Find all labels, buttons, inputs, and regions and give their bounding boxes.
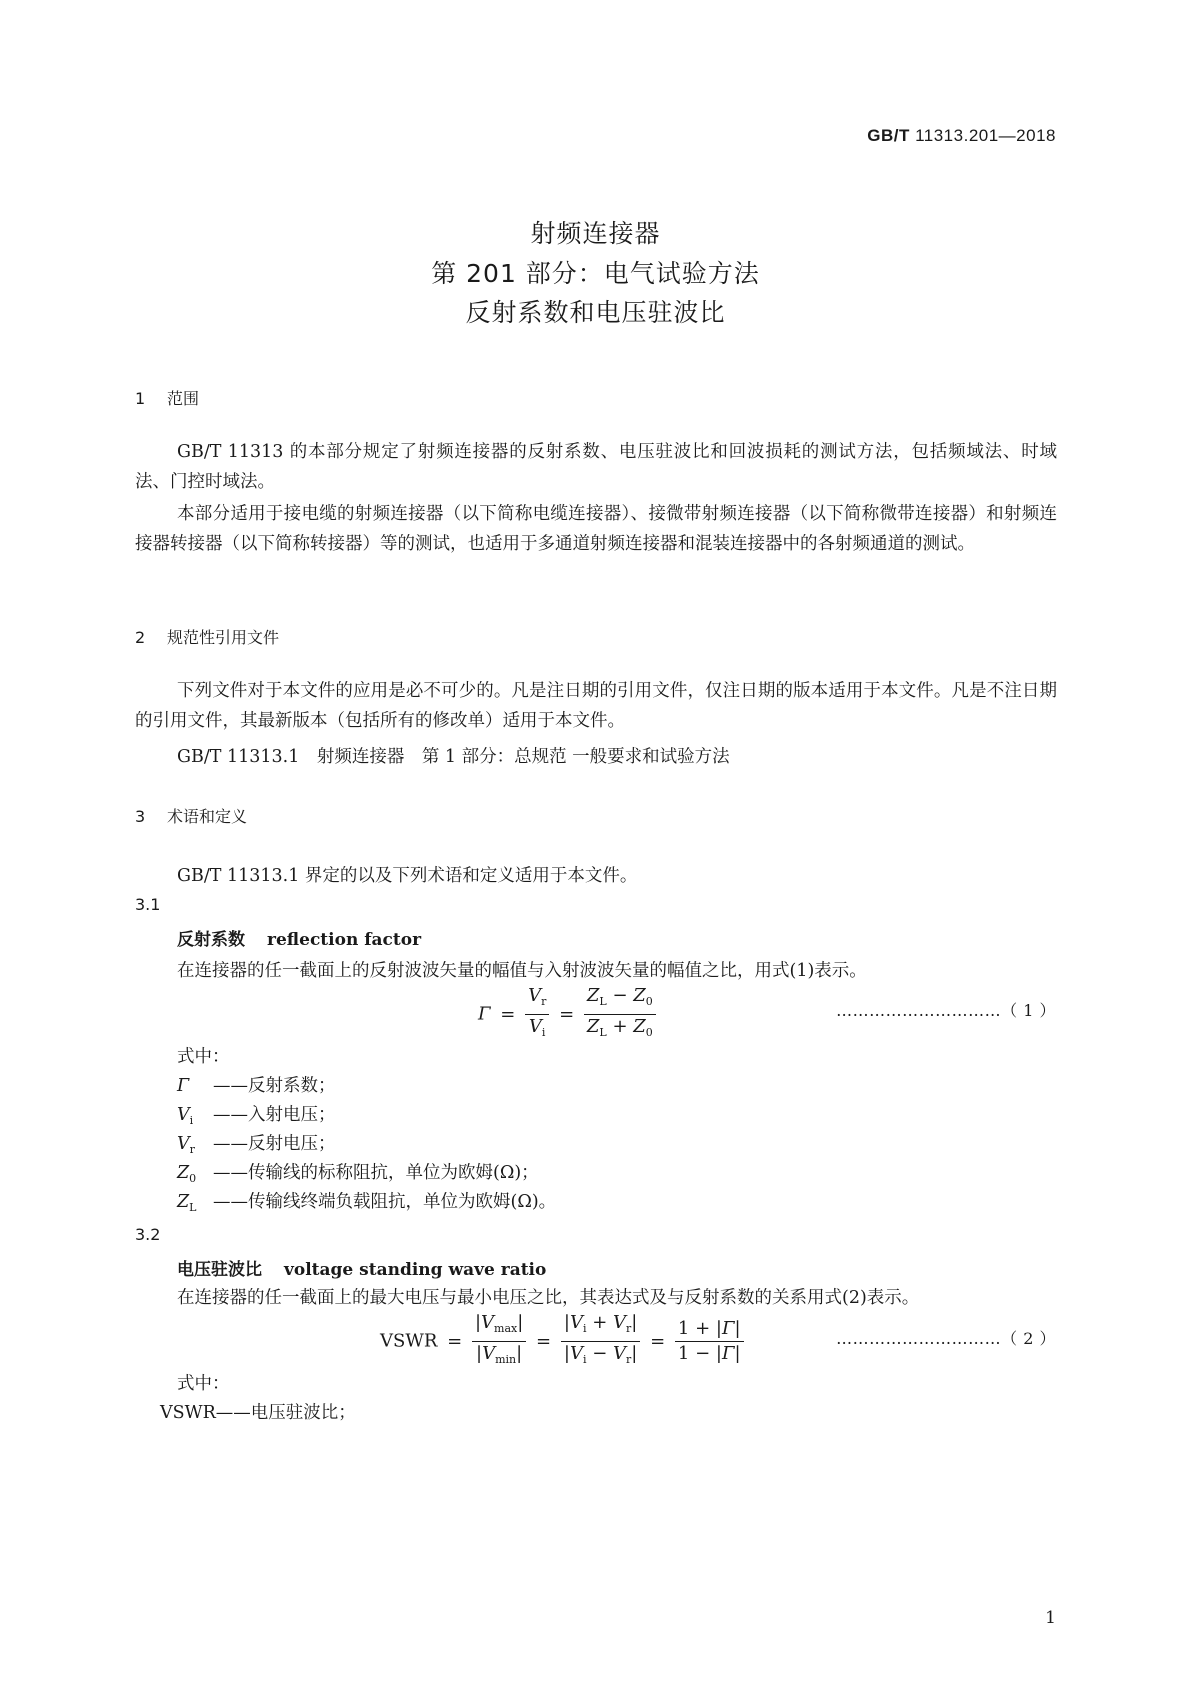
eq-subscript: L [599,995,607,1008]
clause-number: 3.1 [135,895,161,914]
eq-subscript: i [541,1026,546,1039]
title-line-1: 射频连接器 [530,219,661,248]
eq-operator: = [500,1003,516,1025]
var-symbol: V [177,1105,190,1125]
eq-operator: = [559,1003,575,1025]
paragraph-references: 下列文件对于本文件的应用是必不可少的。凡是注日期的引用文件，仅注日期的版本适用于本文件。凡是不注日期的引用文件，其最新版本（包括所有的修改单）适用于本文件。 [135,681,1057,731]
var-desc: ——电压驻波比； [215,1403,356,1423]
standard-code: 11313.201—2018 [915,126,1056,145]
var-desc: ——反射电压； [213,1134,336,1154]
var-symbol: Z [177,1192,190,1212]
eq-symbol: Z [586,985,600,1006]
term-definition: 在连接器的任一截面上的反射波波矢量的幅值与入射波波矢量的幅值之比，用式(1)表示。 [177,961,867,981]
term-zh: 反射系数 [177,930,245,950]
eq-symbol: Γ [721,1318,735,1339]
eq-subscript: L [599,1026,607,1039]
where-label: 式中： [177,1374,230,1394]
page-number: 1 [1045,1608,1056,1628]
term-en: reflection factor [267,930,422,950]
eq-subscript: min [495,1353,517,1366]
section-title: 规范性引用文件 [167,628,280,647]
var-desc: ——入射电压； [213,1105,336,1125]
section-title: 范围 [167,389,200,408]
eq-fraction: $\frac{|V_i + V_r|}{|V_i - V_r|}$ [561,1311,640,1372]
eq-symbol: V [528,985,542,1006]
var-symbol: Γ [177,1076,190,1096]
term-heading [177,925,421,950]
eq-symbol: Z [633,1016,646,1037]
eq-fraction: $\frac{1 + |\Gamma|}{1 - |\Gamma|}$ [675,1317,744,1366]
eq-number: 1 [677,1318,690,1339]
term-heading [177,1255,546,1280]
section-1-heading [135,386,199,409]
term-definition: 在连接器的任一截面上的最大电压与最小电压之比，其表达式及与反射系数的关系用式(2)表示。 [177,1288,920,1308]
clause-number: 3.2 [135,1225,161,1244]
paragraph-scope-2: 本部分适用于接电缆的射频连接器（以下简称电缆连接器）、接微带射频连接器（以下简称微带连接器）和射频连接器转接器（以下简称转接器）等的测试，也适用于多通道射频连接器和混装连接器中的各射频通道的测试。 [135,504,1057,554]
equation-1 [478,984,656,1045]
section-title: 术语和定义 [167,807,248,826]
variable-row [160,1399,356,1424]
title-line-2: 第 201 部分：电气试验方法 [431,259,760,288]
variable-row [177,1130,336,1156]
eq-operator: + [612,1016,628,1037]
eq-fraction: $\frac{|V_{max}|}{|V_{min}|}$ [472,1311,526,1372]
eq-operator: − [612,985,628,1006]
eq-subscript: 0 [645,995,653,1008]
eq-subscript: r [541,995,547,1008]
term-en: voltage standing wave ratio [284,1260,547,1280]
var-subscript: L [189,1201,197,1214]
standard-prefix: GB/T [867,126,910,145]
section-number: 1 [135,389,146,408]
terms-intro: GB/T 11313.1 界定的以及下列术语和定义适用于本文件。 [177,866,638,886]
eq-symbol: Γ [478,1003,491,1025]
section-2-heading [135,625,279,648]
eq-symbol: V [482,1343,496,1364]
var-desc: ——传输线的标称阻抗，单位为欧姆(Ω)； [213,1163,539,1183]
var-symbol: VSWR [160,1403,216,1423]
equation-number: …………………………（ 1 ） [836,1001,1056,1020]
equation-number: …………………………（ 2 ） [836,1329,1056,1348]
eq-fraction [525,984,549,1045]
eq-subscript: max [494,1322,518,1335]
eq-symbol: Z [586,1016,600,1037]
var-subscript: 0 [189,1172,197,1185]
variable-row [177,1072,336,1097]
variable-row [177,1188,556,1214]
eq-fraction [584,984,656,1045]
section-number: 3 [135,807,146,826]
standard-number [867,126,1056,146]
variable-row [177,1101,336,1127]
reference-item: GB/T 11313.1 射频连接器 第 1 部分：总规范 一般要求和试验方法 [177,747,730,767]
eq-symbol: Z [633,985,646,1006]
section-3-heading [135,804,247,827]
eq-subscript: 0 [645,1026,653,1039]
paragraph-scope-1: GB/T 11313 的本部分规定了射频连接器的反射系数、电压驻波比和回波损耗的测试方法，包括频域法、时域法、门控时域法。 [135,442,1057,492]
where-label: 式中： [177,1047,230,1067]
var-symbol: V [177,1134,190,1154]
eq-symbol: V [528,1016,542,1037]
var-desc: ——传输线终端负载阻抗，单位为欧姆(Ω)。 [213,1192,557,1212]
section-number: 2 [135,628,146,647]
term-zh: 电压驻波比 [177,1260,262,1280]
var-symbol: Z [177,1163,190,1183]
eq-symbol: VSWR [380,1330,438,1352]
equation-2: VSWR = $\frac{|V_{max}|}{|V_{min}|}$ = $\frac{|V_i + V_r|}{|V_i - V_r|}$ = $\frac{1 + |\Gamma|}{1 - |\Gamma|}$ [380,1311,744,1372]
eq-symbol: V [481,1312,495,1333]
title-line-3: 反射系数和电压驻波比 [465,298,726,327]
var-subscript: r [189,1143,195,1156]
var-desc: ——反射系数； [213,1076,336,1096]
variable-row [177,1159,539,1185]
var-subscript: i [189,1114,194,1127]
